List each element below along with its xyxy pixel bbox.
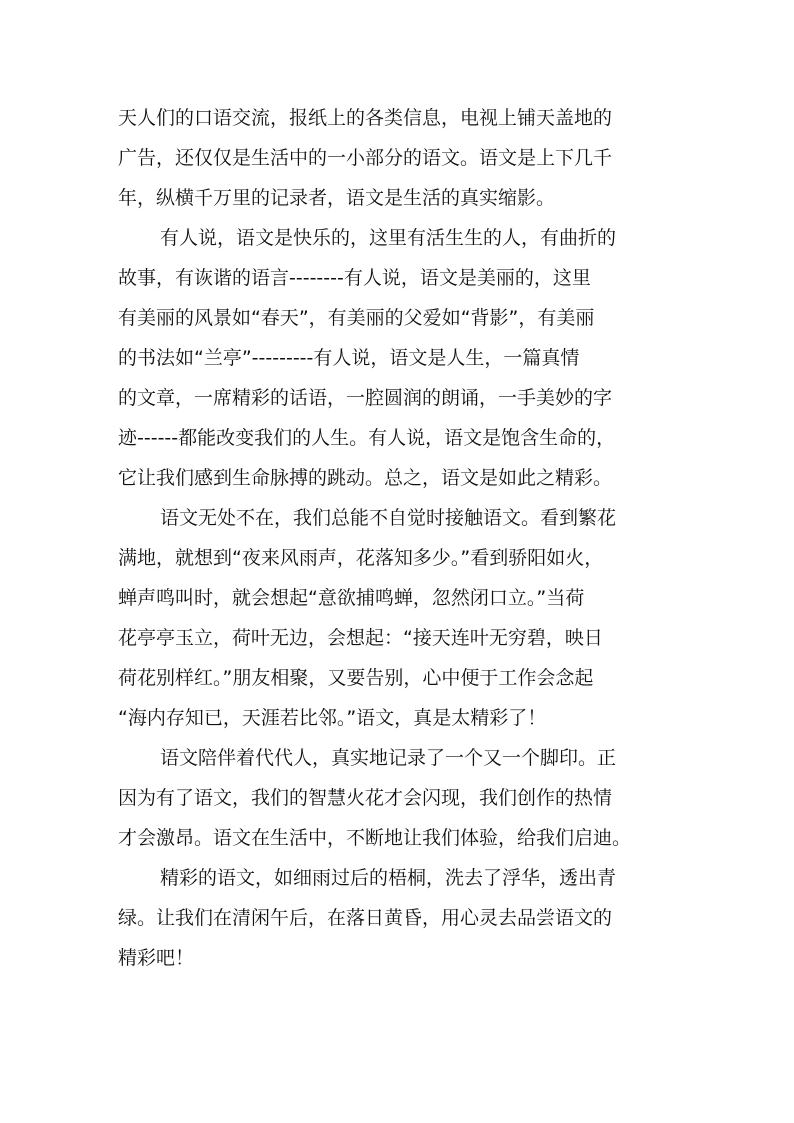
text-line: 的文章，一席精彩的话语，一腔圆润的朗诵，一手美妙的字 bbox=[118, 387, 613, 409]
text-line: 花亭亭玉立，荷叶无边，会想起：“接天连叶无穷碧，映日 bbox=[118, 627, 603, 649]
text-line: 荷花别样红。”朋友相聚，又要告别，心中便于工作会念起 bbox=[118, 667, 594, 689]
text-line: 它让我们感到生命脉搏的跳动。总之，语文是如此之精彩。 bbox=[118, 467, 613, 489]
paragraph-start-line: 语文无处不在，我们总能不自觉时接触语文。看到繁花 bbox=[160, 507, 617, 529]
text-line: 故事，有诙谐的语言--------有人说，语文是美丽的，这里 bbox=[118, 267, 591, 289]
text-line: “海内存知已，天涯若比邻。”语文，真是太精彩了！ bbox=[118, 707, 547, 729]
paragraph-start-line: 精彩的语文，如细雨过后的梧桐，洗去了浮华，透出青 bbox=[160, 867, 617, 889]
text-line: 才会激昂。语文在生活中，不断地让我们体验，给我们启迪。 bbox=[118, 827, 632, 849]
text-line: 因为有了语文，我们的智慧火花才会闪现，我们创作的热情 bbox=[118, 787, 613, 809]
text-line: 迹------都能改变我们的人生。有人说，语文是饱含生命的， bbox=[118, 427, 616, 449]
text-line: 绿。让我们在清闲午后，在落日黄昏，用心灵去品尝语文的 bbox=[118, 907, 613, 929]
text-line: 蝉声鸣叫时，就会想起“意欲捕鸣蝉，忽然闭口立。”当荷 bbox=[118, 587, 585, 609]
essay-body bbox=[118, 98, 678, 978]
text-line: 精彩吧！ bbox=[118, 947, 195, 969]
text-line: 天人们的口语交流，报纸上的各类信息，电视上铺天盖地的 bbox=[118, 107, 613, 129]
text-line: 满地，就想到“夜来风雨声，花落知多少。”看到骄阳如火， bbox=[118, 547, 604, 569]
paragraph-start-line: 语文陪伴着代代人，真实地记录了一个又一个脚印。正 bbox=[160, 747, 617, 769]
text-line: 有美丽的风景如“春天”，有美丽的父爱如“背影”，有美丽 bbox=[118, 307, 595, 329]
paragraph-start-line: 有人说，语文是快乐的，这里有活生生的人，有曲折的 bbox=[160, 227, 617, 249]
text-line: 年，纵横千万里的记录者，语文是生活的真实缩影。 bbox=[118, 187, 556, 209]
text-line: 的书法如“兰亭”---------有人说，语文是人生，一篇真情 bbox=[118, 347, 580, 369]
text-line: 广告，还仅仅是生活中的一小部分的语文。语文是上下几千 bbox=[118, 147, 613, 169]
